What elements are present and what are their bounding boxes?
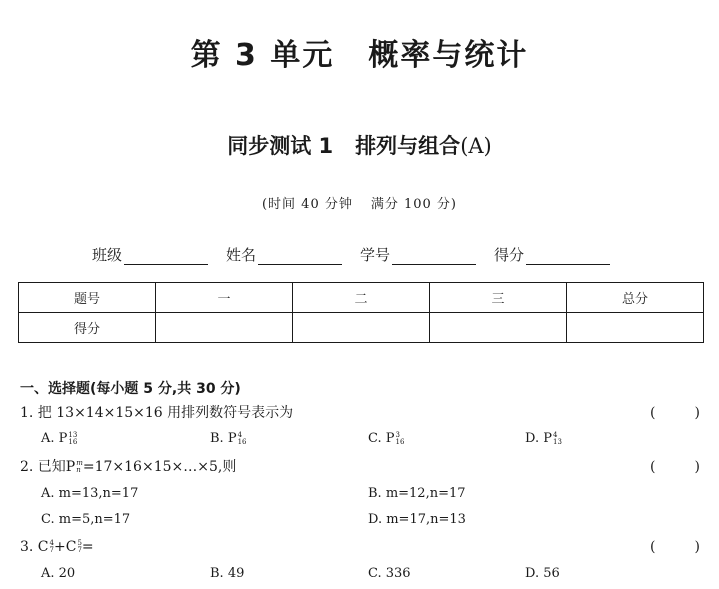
question-2 bbox=[20, 456, 704, 478]
score-table bbox=[18, 282, 704, 343]
test-title bbox=[0, 130, 719, 160]
student-info-row bbox=[92, 244, 610, 265]
q1-option-c-sub: 16 bbox=[395, 437, 405, 446]
score-blank[interactable] bbox=[526, 247, 610, 265]
question-3-c2-sub: 7 bbox=[77, 546, 82, 554]
q2-option-c[interactable]: C. m=5,n=17 bbox=[41, 512, 131, 527]
paren-right: ) bbox=[694, 405, 700, 421]
score-cell-2[interactable] bbox=[293, 313, 430, 343]
q1-option-b-label: B. P bbox=[210, 431, 237, 446]
q3-option-c[interactable]: C. 336 bbox=[368, 566, 411, 581]
header-cell-1: 一 bbox=[156, 283, 293, 313]
score-table-row bbox=[19, 313, 704, 343]
test-title-suffix: (A) bbox=[460, 134, 492, 158]
paren-left: ( bbox=[650, 459, 656, 475]
paren-left: ( bbox=[650, 405, 656, 421]
section-1-heading: 一、选择题(每小题 5 分,共 30 分) bbox=[20, 381, 241, 397]
paren-right: ) bbox=[694, 459, 700, 475]
paren-left: ( bbox=[650, 539, 656, 555]
question-3-plus: +C bbox=[54, 539, 77, 555]
score-cell-1[interactable] bbox=[156, 313, 293, 343]
q1-option-a[interactable] bbox=[41, 429, 77, 449]
answer-paren-2[interactable] bbox=[650, 456, 700, 478]
student-id-field[interactable] bbox=[360, 244, 476, 265]
question-2-rest: =17×16×15×…×5,则 bbox=[82, 459, 237, 475]
class-blank[interactable] bbox=[124, 247, 208, 265]
score-label: 得分 bbox=[494, 246, 525, 264]
q1-option-b-sup: 4 bbox=[237, 430, 243, 439]
time-limit: (时间 40 分钟 bbox=[261, 197, 353, 212]
question-2-prefix: 2. 已知P bbox=[20, 459, 76, 475]
question-2-sub: n bbox=[76, 466, 81, 474]
question-3-c1-sup: 4 bbox=[49, 539, 54, 547]
header-cell-2: 二 bbox=[293, 283, 430, 313]
score-cell-total[interactable] bbox=[567, 313, 704, 343]
q3-option-a[interactable]: A. 20 bbox=[41, 566, 76, 581]
test-title-number: 同步测试 1 bbox=[227, 134, 334, 158]
paren-right: ) bbox=[694, 539, 700, 555]
name-field[interactable] bbox=[226, 244, 342, 265]
test-title-topic: 排列与组合 bbox=[355, 134, 461, 158]
q2-option-a[interactable]: A. m=13,n=17 bbox=[41, 486, 139, 501]
q1-option-b[interactable] bbox=[210, 429, 247, 449]
q1-option-a-label: A. P bbox=[41, 431, 68, 446]
q3-option-d[interactable]: D. 56 bbox=[525, 566, 560, 581]
student-id-label: 学号 bbox=[360, 246, 391, 264]
q1-option-d-sup: 4 bbox=[552, 430, 558, 439]
score-cell-3[interactable] bbox=[430, 313, 567, 343]
q1-option-c-label: C. P bbox=[368, 431, 395, 446]
question-3-c1-sub: 7 bbox=[49, 546, 54, 554]
q1-option-d-label: D. P bbox=[525, 431, 552, 446]
q1-option-d[interactable] bbox=[525, 429, 562, 449]
question-3-eq: = bbox=[81, 539, 94, 555]
question-3-c1: 3. C bbox=[20, 539, 49, 555]
q1-option-a-sub: 16 bbox=[68, 437, 78, 446]
score-table-header bbox=[19, 283, 704, 313]
time-info bbox=[0, 193, 719, 212]
row-label-score: 得分 bbox=[19, 313, 156, 343]
question-2-sup: m bbox=[76, 459, 83, 467]
question-1-text: 1. 把 13×14×15×16 用排列数符号表示为 bbox=[20, 405, 294, 421]
q3-option-b[interactable]: B. 49 bbox=[210, 566, 245, 581]
q2-option-d[interactable]: D. m=17,n=13 bbox=[368, 512, 466, 527]
header-cell-total: 总分 bbox=[567, 283, 704, 313]
question-3-c2-sup: 5 bbox=[77, 539, 82, 547]
score-field[interactable] bbox=[494, 244, 610, 265]
class-field[interactable] bbox=[92, 244, 208, 265]
q1-option-c[interactable] bbox=[368, 429, 404, 449]
unit-title bbox=[0, 30, 719, 74]
question-3 bbox=[20, 536, 704, 558]
name-label: 姓名 bbox=[226, 246, 257, 264]
answer-paren-1[interactable] bbox=[650, 402, 700, 424]
header-cell-question: 题号 bbox=[19, 283, 156, 313]
header-cell-3: 三 bbox=[430, 283, 567, 313]
q1-option-a-sup: 13 bbox=[68, 430, 78, 439]
question-1 bbox=[20, 402, 704, 424]
q1-option-c-sup: 3 bbox=[395, 430, 400, 439]
unit-title-number: 第 3 单元 bbox=[190, 38, 335, 73]
name-blank[interactable] bbox=[258, 247, 342, 265]
q1-option-d-sub: 13 bbox=[552, 437, 562, 446]
student-id-blank[interactable] bbox=[392, 247, 476, 265]
class-label: 班级 bbox=[92, 246, 123, 264]
answer-paren-3[interactable] bbox=[650, 536, 700, 558]
q1-option-b-sub: 16 bbox=[237, 437, 247, 446]
unit-title-topic: 概率与统计 bbox=[368, 38, 529, 73]
q2-option-b[interactable]: B. m=12,n=17 bbox=[368, 486, 466, 501]
full-score: 满分 100 分) bbox=[370, 197, 458, 212]
